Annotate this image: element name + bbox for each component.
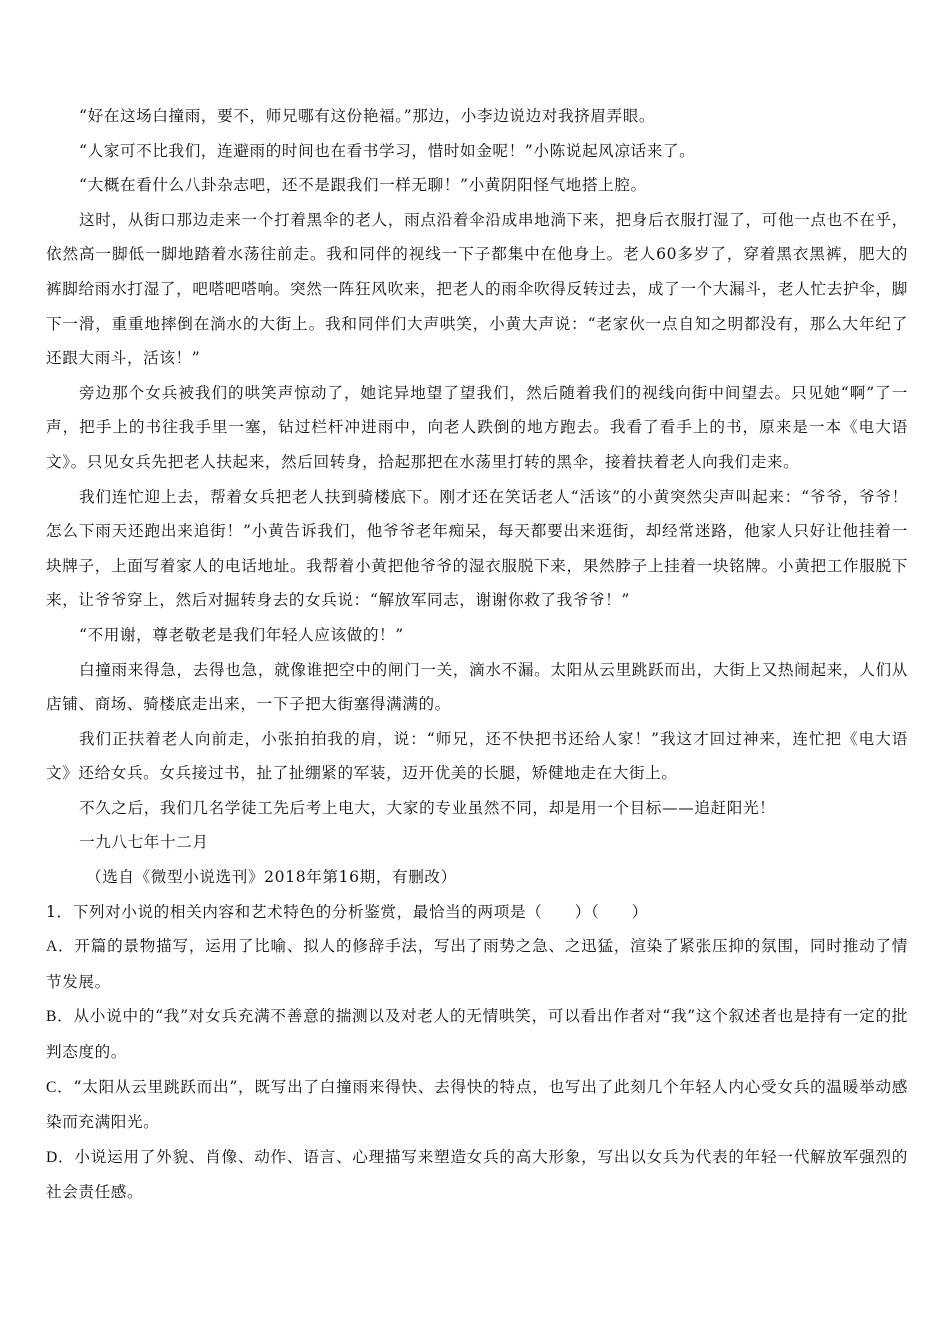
option-d-letter: D． xyxy=(46,1148,75,1166)
option-c xyxy=(46,1070,908,1140)
document-body xyxy=(46,99,908,1210)
option-c-letter: C． xyxy=(46,1078,74,1096)
story-source: （选自《微型小说选刊》2018年第16期，有删改） xyxy=(86,868,457,887)
option-a-text: 开篇的景物描写，运用了比喻、拟人的修辞手法，写出了雨势之急、之迅猛，渲染了紧张压抑的氛围，同时推动了情节发展。 xyxy=(46,937,908,991)
story-paragraph-5: 旁边那个女兵被我们的哄笑声惊动了，她诧异地望了望我们，然后随着我们的视线向街中间望去。只见她“啊”了一声，把手上的书往我手里一塞，钻过栏杆冲进雨中，向老人跌倒的地方跑去。我看了看手上的书，原来是一本《电大语文》。只见女兵先把老人扶起来，然后回转身，拾起那把在水荡里打转的黑伞，接着扶着老人向我们走来。 xyxy=(46,383,908,471)
story-paragraph-10: 不久之后，我们几名学徒工先后考上电大，大家的专业虽然不同，却是用一个目标——追赶阳光！ xyxy=(79,798,776,817)
option-a xyxy=(46,929,908,999)
story-date: 一九八七年十二月 xyxy=(79,833,209,852)
story-paragraph-1: “好在这场白撞雨，要不，师兄哪有这份艳福。”那边，小李边说边对我挤眉弄眼。 xyxy=(79,107,656,125)
story-paragraph-6: 我们连忙迎上去，帮着女兵把老人扶到骑楼底下。刚才还在笑话老人“活该”的小黄突然尖声叫起来：“爷爷，爷爷！怎么下雨天还跑出来追街！”小黄告诉我们，他爷爷老年痴呆，每天都要出来逛街，却经常迷路，他家人只好让他挂着一块牌子，上面写着家人的电话地址。我帮着小黄把他爷爷的湿衣服脱下来，果然脖子上挂着一块铭牌。小黄把工作服脱下来，让爷爷穿上，然后对掘转身去的女兵说：“解放军同志，谢谢你救了我爷爷！” xyxy=(46,487,908,610)
story-paragraph-2: “人家可不比我们，连避雨的时间也在看书学习，惜时如金呢！”小陈说起风凉话来了。 xyxy=(79,141,696,160)
question-stem: 1．下列对小说的相关内容和艺术特色的分析鉴赏，最恰当的两项是（ ）（ ） xyxy=(46,902,648,921)
option-d-text: 小说运用了外貌、肖像、动作、语言、心理描写来塑造女兵的高大形象，写出以女兵为代表的年轻一代解放军强烈的社会责任感。 xyxy=(46,1147,908,1202)
option-d xyxy=(46,1140,908,1210)
story-paragraph-3: “大概在看什么八卦杂志吧，还不是跟我们一样无聊！”小黄阴阳怪气地搭上腔。 xyxy=(79,176,647,195)
story-paragraph-9: 我们正扶着老人向前走，小张拍拍我的肩，说：“师兄，还不快把书还给人家！”我这才回过神来，连忙把《电大语文》还给女兵。女兵接过书，扯了扯绷紧的军装，迈开优美的长腿，矫健地走在大街上。 xyxy=(46,729,908,783)
option-b-text: 从小说中的“我”对女兵充满不善意的揣测以及对老人的无情哄笑，可以看出作者对“我”这个叙述者也是持有一定的批判态度的。 xyxy=(46,1007,908,1062)
story-paragraph-7: “不用谢，尊老敬老是我们年轻人应该做的！” xyxy=(79,625,404,644)
option-a-letter: A． xyxy=(46,938,75,956)
option-c-text: “太阳从云里跳跃而出”，既写出了白撞雨来得快、去得快的特点，也写出了此刻几个年轻人内心受女兵的温暖举动感染而充满阳光。 xyxy=(46,1077,908,1132)
option-b xyxy=(46,999,908,1069)
story-paragraph-4: 这时，从街口那边走来一个打着黑伞的老人，雨点沿着伞沿成串地淌下来，把身后衣服打湿了，可他一点也不在乎，依然高一脚低一脚地踏着水荡往前走。我和同伴的视线一下子都集中在他身上。老人60多岁了，穿着黑衣黑裤，肥大的裤脚给雨水打湿了，吧嗒吧嗒响。突然一阵狂风吹来，把老人的雨伞吹得反转过去，成了一个大漏斗，老人忙去护伞，脚下一滑，重重地摔倒在淌水的大街上。我和同伴们大声哄笑，小黄大声说：“老家伙一点自知之明都没有，那么大年纪了还跟大雨斗，活该！” xyxy=(46,210,908,368)
story-paragraph-8: 白撞雨来得急，去得也急，就像谁把空中的闸门一关，滴水不漏。太阳从云里跳跃而出，大街上又热闹起来，人们从店铺、商场、骑楼底走出来，一下子把大街塞得满满的。 xyxy=(46,660,908,714)
option-b-letter: B． xyxy=(46,1008,74,1026)
